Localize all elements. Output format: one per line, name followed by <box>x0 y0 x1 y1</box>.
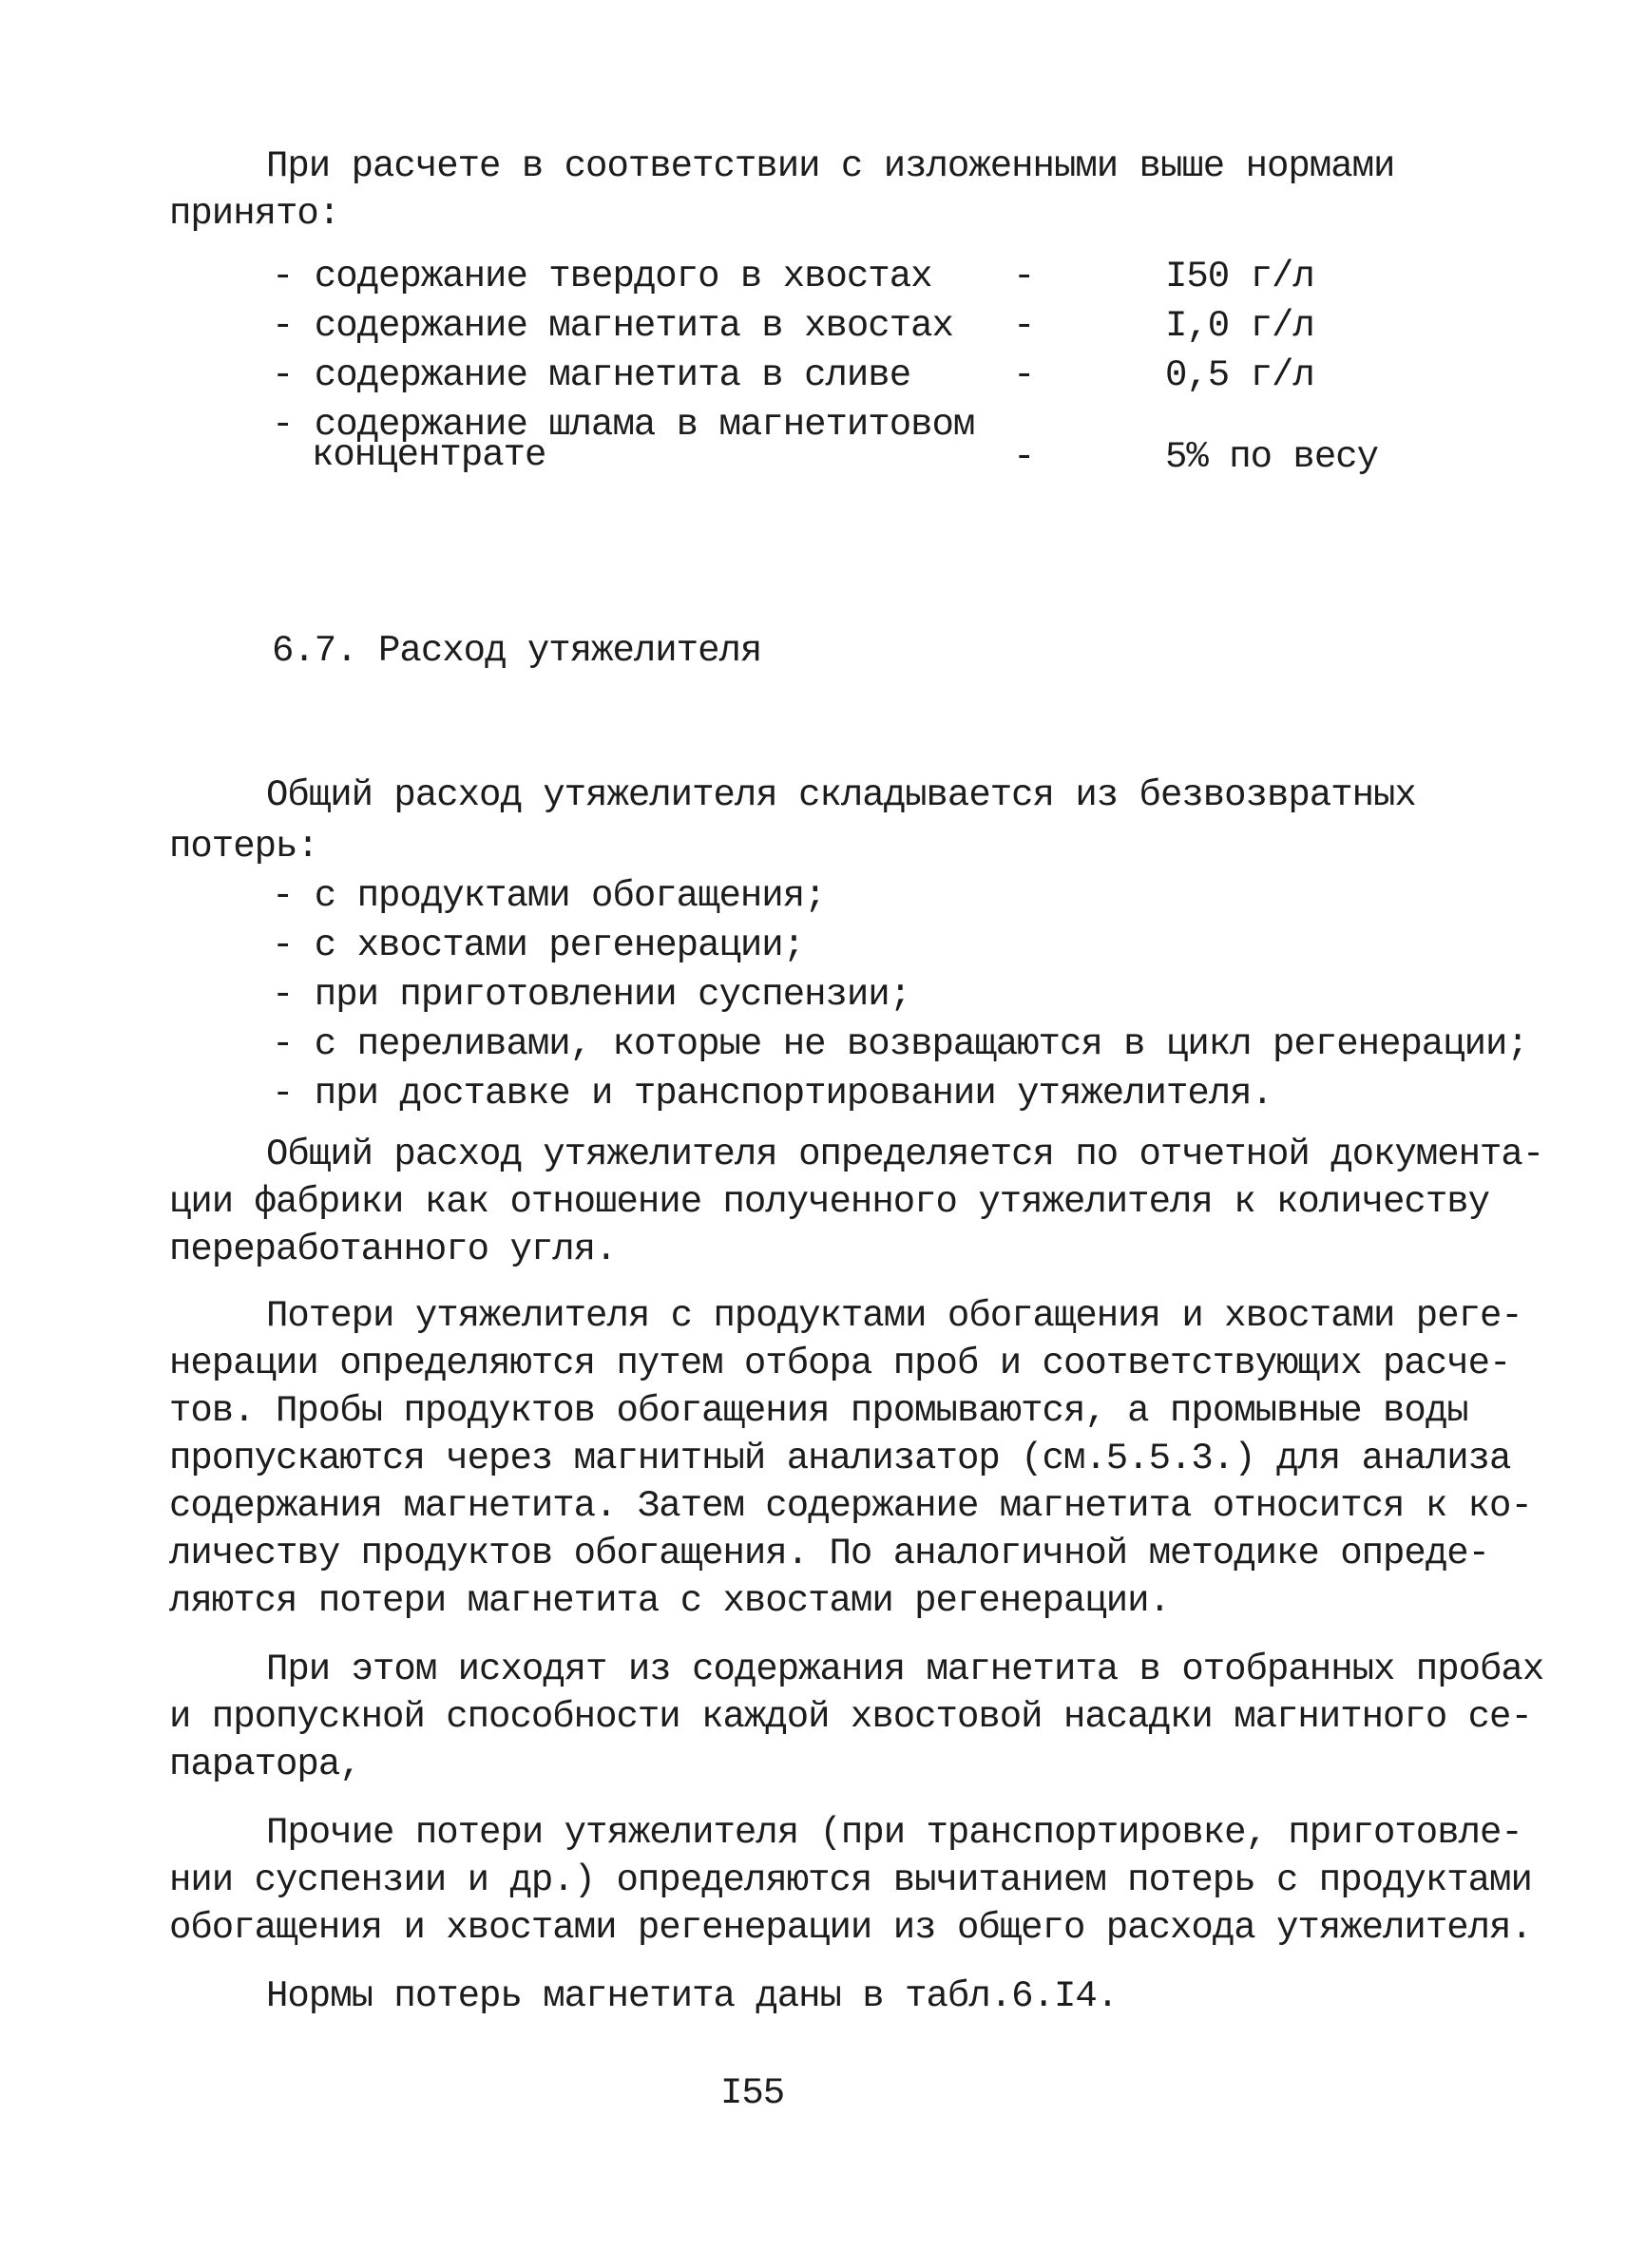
loss-list-item: - с продуктами обогащения; <box>272 875 826 917</box>
text-line: ляются потери магнетита с хвостами регенерации. <box>169 1580 1170 1622</box>
norm-dash: - <box>1013 256 1035 297</box>
text-line: нии суспензии и др.) определяются вычитанием потерь с продуктами <box>169 1859 1532 1901</box>
paragraph-6: Нормы потерь магнетита даны в табл.6.I4. <box>266 1975 1119 2017</box>
norm-label-continuation: концентрате <box>312 434 546 476</box>
norm-value: I50 г/л <box>1165 256 1314 297</box>
paragraph-1-line-2: потерь: <box>169 826 318 867</box>
norm-dash: - <box>1013 305 1035 347</box>
text-line: обогащения и хвостами регенерации из общего расхода утяжелителя. <box>169 1907 1532 1949</box>
loss-list-item: - с хвостами регенерации; <box>272 924 805 966</box>
text-line: Потери утяжелителя с продуктами обогащения и хвостами реге- <box>266 1295 1522 1337</box>
norm-row-slime <box>272 404 1393 478</box>
paragraph-4 <box>169 1646 1544 1788</box>
norm-row-solids <box>272 253 1393 300</box>
text-line: Прочие потери утяжелителя (при транспортировке, приготовле- <box>266 1812 1522 1854</box>
text-line: пропускаются через магнитный анализатор (см.5.5.3.) для анализа <box>169 1438 1511 1479</box>
loss-list-item: - при доставке и транспортировании утяжелителя. <box>272 1073 1273 1115</box>
norm-row-magnetite-tails <box>272 302 1393 350</box>
norm-dash: - <box>1013 436 1035 478</box>
text-line: переработанного угля. <box>169 1229 617 1270</box>
norm-dash: - <box>1013 354 1035 396</box>
intro-line-2: принято: <box>169 193 340 235</box>
paragraph-5 <box>169 1809 1532 1952</box>
text-line: ции фабрики как отношение полученного утяжелителя к количеству <box>169 1181 1490 1223</box>
page-number: I55 <box>720 2072 785 2114</box>
loss-list-item: - с переливами, которые не возвращаются в цикл регенерации; <box>272 1023 1528 1065</box>
text-line: тов. Пробы продуктов обогащения промываются, а промывные воды <box>169 1390 1468 1432</box>
text-line: При этом исходят из содержания магнетита в отобранных пробах <box>266 1649 1544 1690</box>
norm-label: - содержание шлама в магнетитовом <box>272 404 975 446</box>
intro-line-1: При расчете в соответствии с изложенными выше нормами <box>266 145 1395 187</box>
paragraph-2 <box>169 1131 1544 1273</box>
paragraph-1-line-1: Общий расход утяжелителя складывается из безвозвратных <box>266 774 1416 816</box>
text-line: личеству продуктов обогащения. По аналогичной методике опреде- <box>169 1533 1490 1574</box>
norm-label: - содержание магнетита в сливе <box>272 354 911 396</box>
text-line: содержания магнетита. Затем содержание магнетита относится к ко- <box>169 1485 1532 1527</box>
norm-value: I,0 г/л <box>1165 305 1314 347</box>
section-heading: 6.7. Расход утяжелителя <box>272 630 762 672</box>
norm-label: - содержание магнетита в хвостах <box>272 305 953 347</box>
text-line: Общий расход утяжелителя определяется по отчетной документа- <box>266 1134 1544 1175</box>
text-line: нерации определяются путем отбора проб и соответствующих расче- <box>169 1343 1511 1384</box>
norm-label: - содержание твердого в хвостах <box>272 256 932 297</box>
loss-list-item: - при приготовлении суспензии; <box>272 974 911 1016</box>
norm-value: 5% по весу <box>1165 436 1379 478</box>
norm-row-magnetite-overflow <box>272 352 1393 399</box>
text-line: и пропускной способности каждой хвостовой насадки магнитного се- <box>169 1696 1532 1738</box>
text-line: паратора, <box>169 1744 361 1785</box>
norm-value: 0,5 г/л <box>1165 354 1314 396</box>
paragraph-3 <box>169 1292 1532 1625</box>
